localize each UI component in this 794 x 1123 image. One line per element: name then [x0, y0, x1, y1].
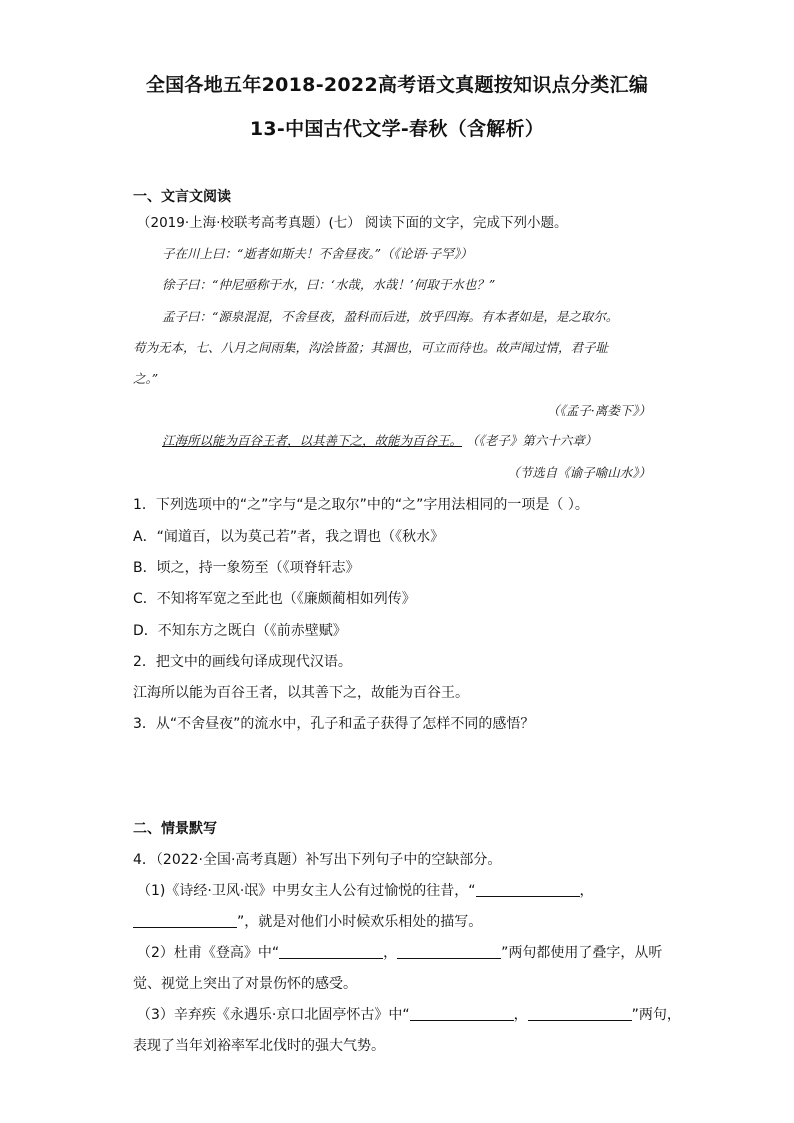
section1-source: （2019·上海·校联考高考真题）(七） 阅读下面的文字，完成下列小题。 [137, 215, 568, 231]
option-d: D．不知东方之既白（《前赤壁赋》 [133, 623, 347, 639]
citation-source: （节选自《谕子喻山水》） [507, 465, 651, 480]
underlined-sentence: 江海所以能为百谷王者，以其善下之，故能为百谷王。 [162, 433, 463, 448]
passage-p3-line2: 苟为无本，七、八月之间雨集，沟浍皆盈；其涸也，可立而待也。故声闻过情，君子耻 [133, 340, 609, 355]
item-2-text-c: ”两句都使用了叠字，从听 [501, 945, 663, 961]
item-2-comma: ， [383, 945, 398, 961]
passage-p3-line1: 孟子曰：“源泉混混，不舍昼夜，盈科而后进，放乎四海。有本者如是，是之取尔。 [162, 309, 619, 324]
section1-heading: 一、文言文阅读 [133, 189, 231, 205]
item-3-comma: ， [513, 1007, 528, 1023]
document-title-line2: 13-中国古代文学-春秋（含解析） [249, 118, 545, 140]
item-2-line2: 觉、视觉上突出了对景伤怀的感受。 [133, 976, 357, 992]
option-a: A．“闻道百，以为莫己若”者，我之谓也（《秋水》 [133, 529, 445, 545]
citation-mengzi: （《孟子·离娄下》） [547, 403, 651, 418]
passage-p2: 徐子曰：“仲尼亟称于水，曰：‘水哉，水哉！’何取于水也？” [162, 277, 496, 292]
answer-blank[interactable] [397, 944, 501, 959]
item-1-line1 [137, 880, 594, 900]
answer-blank[interactable] [410, 1006, 514, 1021]
question-2: 2．把文中的画线句译成现代汉语。 [133, 654, 352, 670]
question-1: 1．下列选项中的“之”字与“是之取尔”中的“之”字用法相同的一项是（ ）。 [133, 497, 589, 513]
item-1-text-a: （1)《诗经·卫风·氓》中男女主人公有过愉悦的往昔，“ [137, 883, 476, 899]
question-4: 4．（2022·全国·高考真题）补写出下列句子中的空缺部分。 [133, 852, 502, 868]
citation-laozi: （《老子》第六十六章） [466, 433, 598, 448]
document-title-line1: 全国各地五年2018-2022高考语文真题按知识点分类汇编 [145, 74, 649, 96]
item-2-line1 [137, 942, 662, 962]
item-1-line2 [133, 911, 482, 931]
answer-blank[interactable] [133, 913, 237, 928]
answer-blank[interactable] [528, 1006, 632, 1021]
option-c: C．不知将军宽之至此也（《廉颇蔺相如列传》 [133, 591, 416, 607]
passage-p4 [162, 431, 597, 449]
option-b: B．顷之，持一象笏至（《项脊轩志》 [133, 560, 360, 576]
item-1-comma: ， [579, 883, 594, 899]
item-3-text-a: （3）辛弃疾《永遇乐·京口北固亭怀古》中“ [137, 1007, 410, 1023]
question-2-sentence: 江海所以能为百谷王者，以其善下之，故能为百谷王。 [133, 685, 469, 701]
section2-heading: 二、情景默写 [133, 821, 217, 837]
item-3-line1 [137, 1004, 681, 1024]
passage-p3-line3: 之。” [133, 371, 159, 386]
passage-p1: 子在川上曰：“逝者如斯夫！不舍昼夜。”（《论语·子罕》） [162, 246, 473, 261]
item-3-text-c: ”两句， [631, 1007, 681, 1023]
item-3-line2: 表现了当年刘裕率军北伐时的强大气势。 [133, 1038, 385, 1054]
answer-blank[interactable] [476, 882, 580, 897]
item-2-text-a: （2）杜甫《登高》中“ [137, 945, 280, 961]
answer-blank[interactable] [279, 944, 383, 959]
question-3: 3．从“不舍昼夜”的流水中，孔子和孟子获得了怎样不同的感悟？ [133, 716, 535, 732]
item-1-text-c: ”，就是对他们小时候欢乐相处的描写。 [237, 914, 483, 930]
